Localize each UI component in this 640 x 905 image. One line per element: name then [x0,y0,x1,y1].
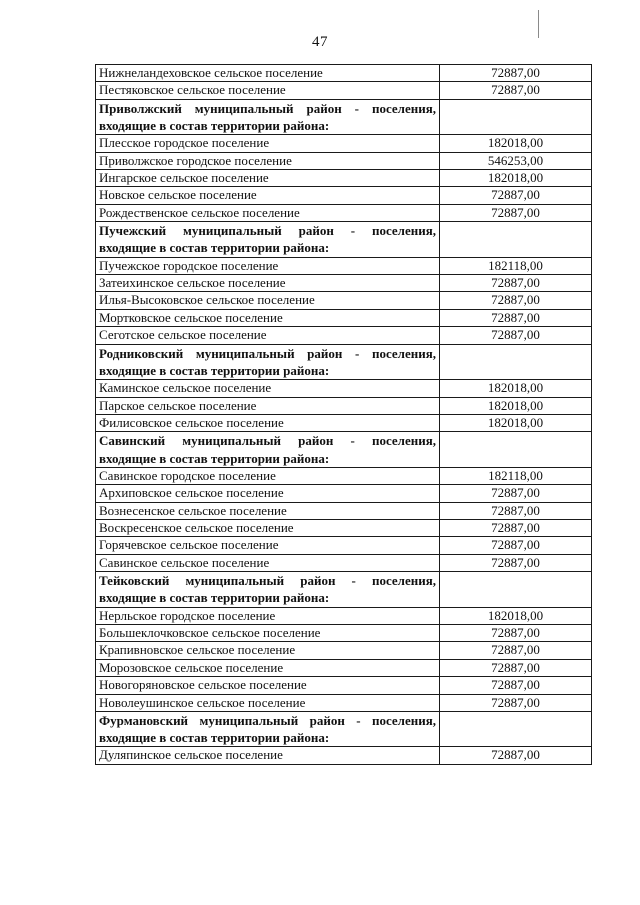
amount-value: 72887,00 [440,309,592,326]
district-name: Тейковский муниципальный район - поселения, входящие в состав территории района: [96,572,440,607]
district-heading-row [96,344,592,379]
amount-value: 72887,00 [440,485,592,502]
amount-value: 72887,00 [440,204,592,221]
amount-value [440,222,592,257]
district-heading-row [96,712,592,747]
settlement-name: Архиповское сельское поселение [96,485,440,502]
settlement-row [96,170,592,187]
settlement-row [96,309,592,326]
amount-value: 72887,00 [440,65,592,82]
district-name: Приволжский муниципальный район - поселения, входящие в состав территории района: [96,99,440,134]
amount-value: 182018,00 [440,397,592,414]
settlement-name: Рождественское сельское поселение [96,204,440,221]
amount-value: 72887,00 [440,292,592,309]
district-name: Пучежский муниципальный район - поселения, входящие в состав территории района: [96,222,440,257]
amount-value: 182018,00 [440,380,592,397]
amount-value [440,572,592,607]
district-heading-row [96,222,592,257]
settlement-row [96,624,592,641]
settlement-name: Пучежское городское поселение [96,257,440,274]
settlement-name: Ингарское сельское поселение [96,170,440,187]
amount-value: 72887,00 [440,642,592,659]
settlement-row [96,380,592,397]
amount-value [440,344,592,379]
settlement-name: Мортковское сельское поселение [96,309,440,326]
settlement-name: Пестяковское сельское поселение [96,82,440,99]
settlement-row [96,397,592,414]
settlement-name: Нерльское городское поселение [96,607,440,624]
amount-value: 72887,00 [440,694,592,711]
allocation-table-body [96,65,592,765]
district-name: Родниковский муниципальный район - поселения, входящие в состав территории района: [96,344,440,379]
settlement-row [96,327,592,344]
amount-value: 72887,00 [440,537,592,554]
district-heading-row [96,572,592,607]
settlement-row [96,65,592,82]
settlement-row [96,275,592,292]
amount-value [440,432,592,467]
settlement-name: Савинское городское поселение [96,467,440,484]
district-heading-row [96,432,592,467]
settlement-row [96,292,592,309]
settlement-name: Большеклочковское сельское поселение [96,624,440,641]
settlement-name: Савинское сельское поселение [96,554,440,571]
amount-value: 72887,00 [440,659,592,676]
settlement-row [96,537,592,554]
settlement-name: Крапивновское сельское поселение [96,642,440,659]
settlement-name: Сеготское сельское поселение [96,327,440,344]
settlement-row [96,747,592,764]
settlement-name: Затеихинское сельское поселение [96,275,440,292]
settlement-name: Воскресенское сельское поселение [96,519,440,536]
settlement-name: Плесское городское поселение [96,135,440,152]
amount-value: 72887,00 [440,554,592,571]
amount-value [440,712,592,747]
settlement-row [96,257,592,274]
amount-value: 72887,00 [440,187,592,204]
amount-value: 182018,00 [440,135,592,152]
amount-value: 72887,00 [440,327,592,344]
settlement-row [96,677,592,694]
amount-value: 72887,00 [440,502,592,519]
settlement-row [96,659,592,676]
amount-value [440,99,592,134]
amount-value: 72887,00 [440,747,592,764]
settlement-row [96,414,592,431]
district-heading-row [96,99,592,134]
page-number: 47 [312,34,328,50]
settlement-row [96,642,592,659]
amount-value: 72887,00 [440,275,592,292]
settlement-name: Илья-Высоковское сельское поселение [96,292,440,309]
amount-value: 72887,00 [440,624,592,641]
allocation-table [95,64,592,765]
settlement-name: Новолеушинское сельское поселение [96,694,440,711]
settlement-row [96,152,592,169]
district-name: Фурмановский муниципальный район - поселения, входящие в состав территории района: [96,712,440,747]
settlement-row [96,519,592,536]
settlement-name: Приволжское городское поселение [96,152,440,169]
settlement-row [96,82,592,99]
amount-value: 72887,00 [440,82,592,99]
settlement-row [96,607,592,624]
settlement-name: Вознесенское сельское поселение [96,502,440,519]
settlement-row [96,135,592,152]
district-name: Савинский муниципальный район - поселения, входящие в состав территории района: [96,432,440,467]
amount-value: 182118,00 [440,467,592,484]
settlement-row [96,502,592,519]
settlement-name: Новское сельское поселение [96,187,440,204]
amount-value: 182118,00 [440,257,592,274]
settlement-name: Каминское сельское поселение [96,380,440,397]
settlement-name: Нижнеландеховское сельское поселение [96,65,440,82]
settlement-name: Новогоряновское сельское поселение [96,677,440,694]
amount-value: 182018,00 [440,607,592,624]
settlement-row [96,187,592,204]
amount-value: 182018,00 [440,414,592,431]
settlement-row [96,554,592,571]
settlement-name: Морозовское сельское поселение [96,659,440,676]
settlement-name: Горячевское сельское поселение [96,537,440,554]
amount-value: 546253,00 [440,152,592,169]
settlement-name: Парское сельское поселение [96,397,440,414]
settlement-name: Дуляпинское сельское поселение [96,747,440,764]
settlement-row [96,204,592,221]
settlement-row [96,485,592,502]
settlement-name: Филисовское сельское поселение [96,414,440,431]
settlement-row [96,467,592,484]
amount-value: 72887,00 [440,677,592,694]
settlement-row [96,694,592,711]
amount-value: 182018,00 [440,170,592,187]
amount-value: 72887,00 [440,519,592,536]
